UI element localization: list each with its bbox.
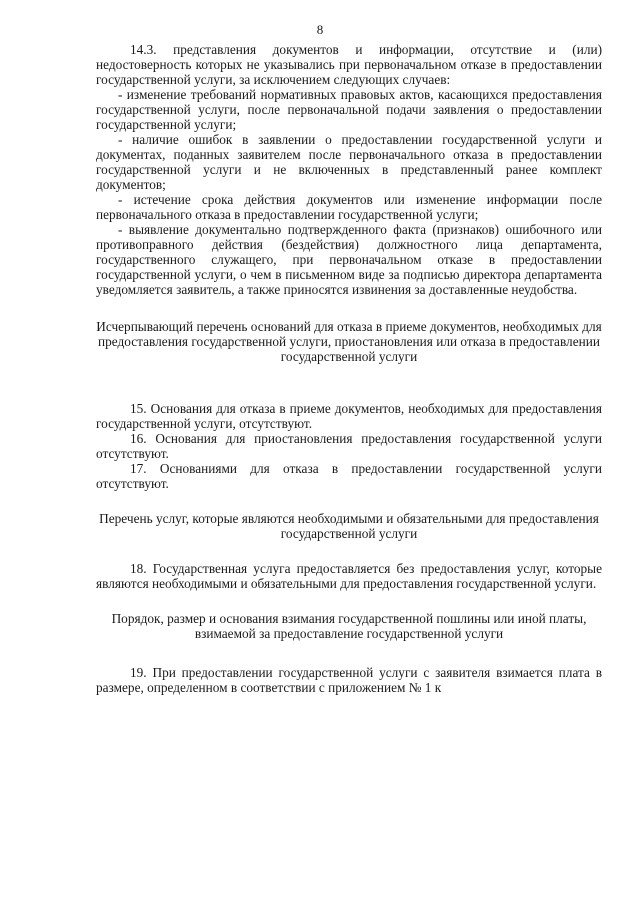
paragraph-14-3: 14.3. представления документов и информации, отсутствие и (или) недостоверность которых не указывались при первоначальном отказе в предоставлении государственной услуги, за исключением следующих случаев: bbox=[96, 42, 602, 87]
paragraph-18: 18. Государственная услуга предоставляется без предоставления услуг, которые являются необходимыми и обязательными для предоставления государственной услуги. bbox=[96, 561, 602, 591]
bullet-item: - наличие ошибок в заявлении о предоставлении государственной услуги и документах, поданных заявителем после первоначального отказа в предоставлении государственной услуги и не включенных в представленный ранее комплект документов; bbox=[96, 132, 602, 192]
bullet-item: - изменение требований нормативных правовых актов, касающихся предоставления государственной услуги, после первоначальной подачи заявления о предоставлении государственной услуги; bbox=[96, 87, 602, 132]
paragraph-17: 17. Основаниями для отказа в предоставлении государственной услуги отсутствуют. bbox=[96, 461, 602, 491]
section-heading: Перечень услуг, которые являются необходимыми и обязательными для предоставления государственной услуги bbox=[99, 511, 599, 541]
paragraph-19: 19. При предоставлении государственной услуги с заявителя взимается плата в размере, определенном в соответствии с приложением № 1 к bbox=[96, 665, 602, 695]
page-number: 8 bbox=[316, 22, 324, 37]
section-heading: Исчерпывающий перечень оснований для отказа в приеме документов, необходимых для предоставления государственной услуги, приостановления или отказа в предоставлении государственной услуги bbox=[96, 319, 602, 364]
document-body bbox=[96, 42, 602, 695]
bullet-item: - истечение срока действия документов или изменение информации после первоначального отказа в предоставлении государственной услуги; bbox=[96, 192, 602, 222]
section-heading: Порядок, размер и основания взимания государственной пошлины или иной платы, взимаемой за предоставление государственной услуги bbox=[111, 611, 587, 641]
paragraph-16: 16. Основания для приостановления предоставления государственной услуги отсутствуют. bbox=[96, 431, 602, 461]
bullet-item: - выявление документально подтвержденного факта (признаков) ошибочного или противоправного действия (бездействия) должностного лица департамента, государственного служащего, при первоначальном отказе в предоставлении государственной услуги, о чем в письменном виде за подписью директора департамента уведомляется заявитель, а также приносятся извинения за доставленные неудобства. bbox=[96, 222, 602, 297]
paragraph-15: 15. Основания для отказа в приеме документов, необходимых для предоставления государственной услуги, отсутствуют. bbox=[96, 401, 602, 431]
